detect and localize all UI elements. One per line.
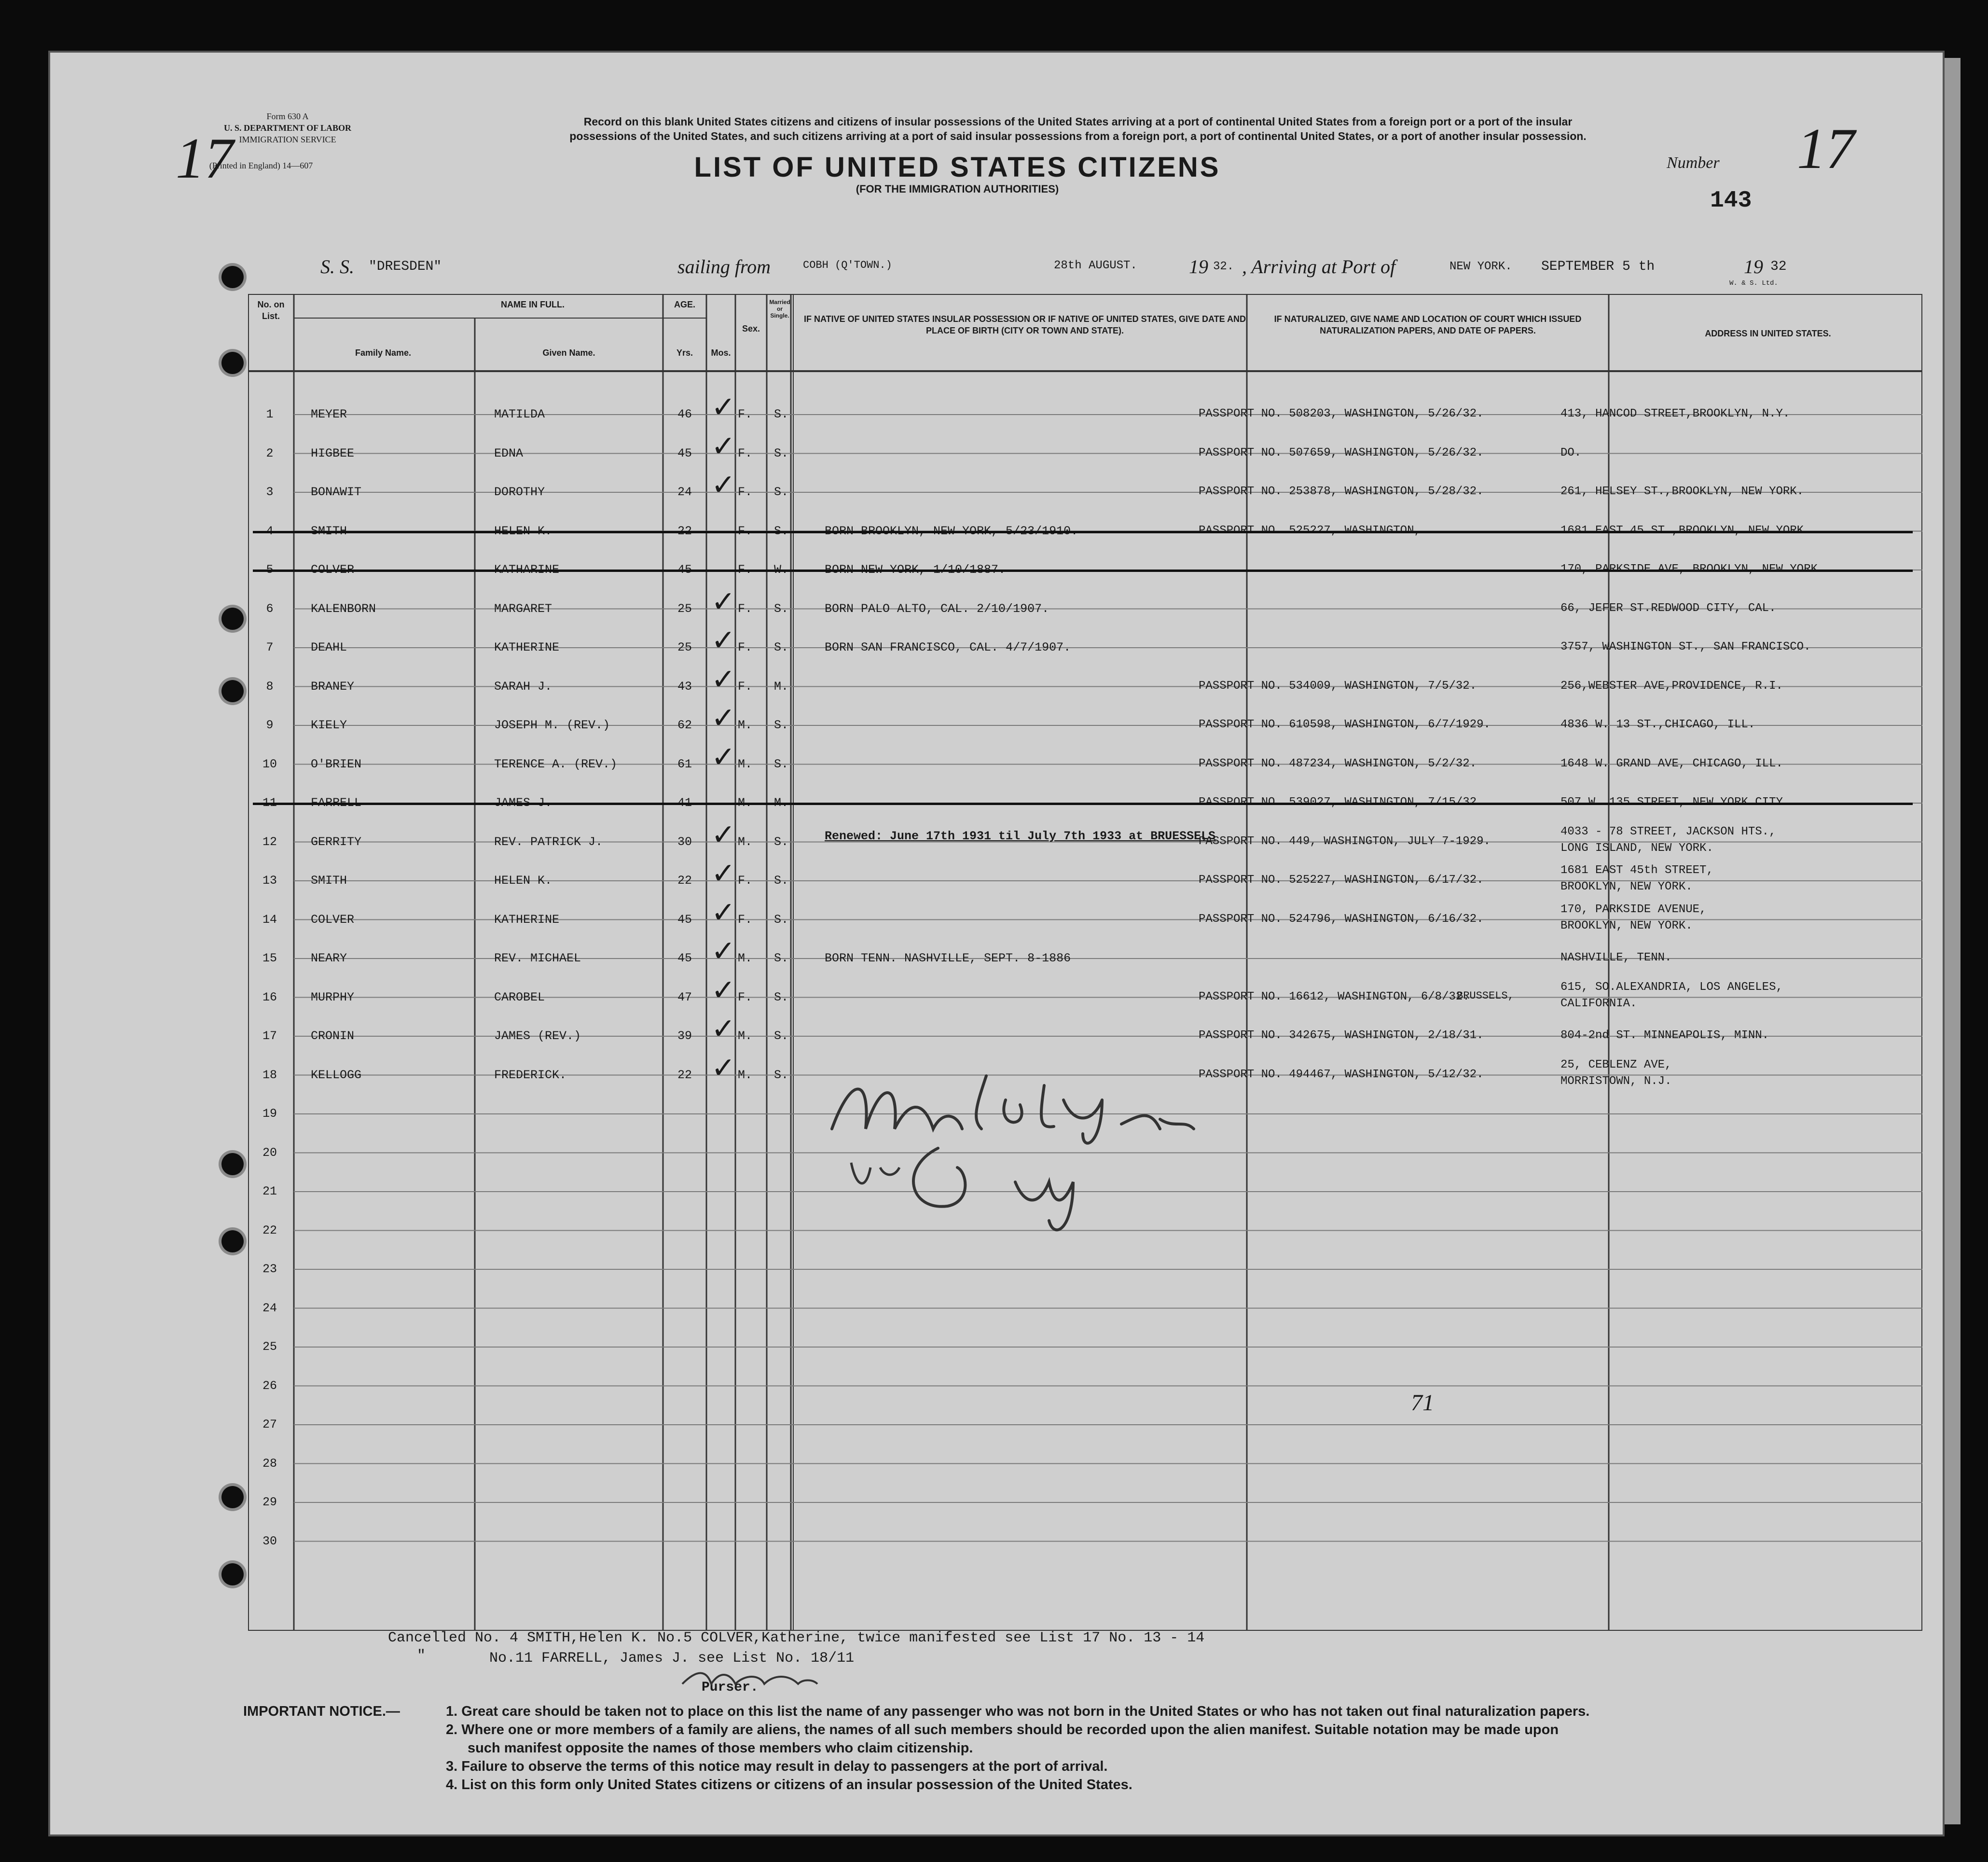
verified-checkmark: ✓	[711, 973, 736, 1007]
marital-status: S.	[774, 990, 789, 1004]
us-address: 170, PARKSIDE AVENUE,	[1560, 903, 1707, 916]
verified-checkmark: ✓	[711, 701, 736, 735]
row-number: 23	[262, 1262, 277, 1276]
row-number: 1	[266, 407, 274, 421]
family-name: KELLOGG	[311, 1068, 362, 1082]
age-years: 39	[677, 1029, 692, 1043]
binder-hole	[221, 1563, 244, 1585]
naturalization-papers: PASSPORT NO. 534009, WASHINGTON, 7/5/32.	[1199, 679, 1477, 693]
age-years: 45	[677, 912, 692, 927]
header-sex: Sex.	[742, 324, 760, 333]
row-number: 21	[262, 1184, 277, 1198]
naturalization-papers: PASSPORT NO. 507659, WASHINGTON, 5/26/32.	[1199, 446, 1484, 459]
row-number: 20	[262, 1145, 277, 1160]
us-address-line-2: MORRISTOWN, N.J.	[1560, 1074, 1672, 1088]
given-name: MARGARET	[494, 601, 552, 616]
family-name: KIELY	[311, 718, 347, 732]
document-subtitle: (FOR THE IMMIGRATION AUTHORITIES)	[856, 183, 1059, 195]
binder-hole	[221, 1486, 244, 1508]
cancelled-strike-line	[253, 803, 1913, 805]
header-naturalization: IF NATURALIZED, GIVE NAME AND LOCATION OF COURT WHICH ISSUED NATURALIZATION PAPERS, AND DATE OF PAPERS.	[1274, 314, 1582, 335]
binder-hole	[221, 352, 244, 374]
binder-hole	[221, 608, 244, 630]
marital-status: S.	[774, 640, 789, 654]
purser-label: Purser.	[702, 1680, 759, 1695]
given-name: CAROBEL	[494, 990, 545, 1004]
notice-item-2-cont: such manifest opposite the names of those members who claim citizenship.	[468, 1740, 973, 1756]
birth-info: BORN PALO ALTO, CAL. 2/10/1907.	[825, 601, 1049, 616]
us-address-line-2: CALIFORNIA.	[1560, 997, 1637, 1010]
notice-item-2: 2. Where one or more members of a family are aliens, the names of all such members should be recorded upon the alien manifest. Suitable notation may be made upon	[446, 1722, 1559, 1737]
given-name: MATILDA	[494, 407, 545, 421]
age-years: 25	[677, 640, 692, 654]
given-name: KATHERINE	[494, 912, 560, 927]
verified-checkmark: ✓	[711, 662, 736, 696]
row-number: 2	[266, 446, 274, 460]
notice-label: IMPORTANT NOTICE.—	[243, 1704, 400, 1719]
sex: F.	[738, 912, 753, 927]
age-years: 47	[677, 990, 692, 1004]
naturalization-papers: PASSPORT NO. 487234, WASHINGTON, 5/2/32.	[1199, 757, 1477, 770]
row-number: 29	[262, 1495, 277, 1509]
arrival-date: SEPTEMBER 5 th	[1541, 259, 1655, 274]
record-instructions: Record on this blank United States citizens and citizens of insular possessions of the United States arriving at a port of continental United States from a foreign port or a port of the insular possessions of the United States, and such citizens arriving at a port of said insular possessions from a foreign port, a port of continental United States, or a port of another insular possession.	[569, 115, 1587, 142]
row-number: 27	[262, 1417, 277, 1431]
ss-label: S. S.	[320, 256, 354, 278]
family-name: NEARY	[311, 951, 347, 965]
header-age: AGE.	[674, 300, 695, 309]
family-name: HIGBEE	[311, 446, 355, 460]
header-name: NAME IN FULL.	[501, 300, 565, 309]
naturalization-papers: PASSPORT NO. 494467, WASHINGTON, 5/12/32.	[1199, 1068, 1484, 1081]
row-number: 30	[262, 1534, 277, 1548]
binder-hole	[221, 1153, 244, 1175]
naturalization-papers: PASSPORT NO. 449, WASHINGTON, JULY 7-1929.	[1199, 834, 1491, 848]
header-married-single: Married or Single.	[769, 299, 790, 319]
family-name: O'BRIEN	[311, 757, 362, 771]
marital-status: S.	[774, 1029, 789, 1043]
sex: M.	[738, 834, 753, 849]
row-number: 6	[266, 601, 274, 616]
us-address-line-2: BROOKLYN, NEW YORK.	[1560, 919, 1693, 932]
sex: F.	[738, 679, 753, 694]
naturalization-papers: PASSPORT NO. 525227, WASHINGTON, 6/17/32.	[1199, 874, 1484, 887]
given-name: KATHERINE	[494, 640, 560, 654]
number-label: Number	[1667, 154, 1720, 172]
naturalization-papers: PASSPORT NO. 253878, WASHINGTON, 5/28/32.	[1199, 485, 1484, 498]
family-name: KALENBORN	[311, 601, 376, 616]
naturalization-papers: PASSPORT NO. 524796, WASHINGTON, 6/16/32.	[1199, 912, 1484, 926]
us-address: 4836 W. 13 ST.,CHICAGO, ILL.	[1560, 718, 1755, 731]
document-title: LIST OF UNITED STATES CITIZENS	[694, 152, 1221, 183]
sex: M.	[738, 1029, 753, 1043]
row-number: 24	[262, 1301, 277, 1315]
us-address: NASHVILLE, TENN.	[1560, 951, 1672, 964]
row-number: 10	[262, 757, 277, 771]
verified-checkmark: ✓	[711, 468, 736, 502]
row-number: 14	[262, 912, 277, 927]
row-number: 3	[266, 485, 274, 499]
age-years: 62	[677, 718, 692, 732]
arrival-year: 32	[1770, 259, 1787, 274]
header-native-birth: IF NATIVE OF UNITED STATES INSULAR POSSESSION OR IF NATIVE OF UNITED STATES, GIVE DATE AND PLACE OF BIRTH (CITY OR TOWN AND STATE).	[803, 314, 1246, 335]
departure-port: COBH (Q'TOWN.)	[803, 259, 892, 271]
row-number: 13	[262, 874, 277, 888]
verified-checkmark: ✓	[711, 429, 736, 463]
row-number: 18	[262, 1068, 277, 1082]
sex: F.	[738, 485, 753, 499]
marital-status: S.	[774, 446, 789, 460]
purser-signature	[677, 1665, 822, 1694]
row-number: 15	[262, 951, 277, 965]
marital-status: S.	[774, 757, 789, 771]
given-name: TERENCE A. (REV.)	[494, 757, 618, 771]
departure-date: 28th AUGUST.	[1054, 259, 1137, 272]
age-years: 25	[677, 601, 692, 616]
marital-status: S.	[774, 951, 789, 965]
age-years: 45	[677, 446, 692, 460]
row-number: 26	[262, 1378, 277, 1393]
sex: F.	[738, 874, 753, 888]
header-mos: Mos.	[711, 348, 731, 358]
us-address: 1648 W. GRAND AVE, CHICAGO, ILL.	[1560, 757, 1783, 770]
family-name: COLVER	[311, 912, 355, 927]
year-label: 19	[1189, 256, 1208, 278]
manifest-page	[48, 51, 1945, 1836]
verified-checkmark: ✓	[711, 818, 736, 852]
row-number: 28	[262, 1456, 277, 1471]
us-address: 261, HELSEY ST.,BROOKLYN, NEW YORK.	[1560, 485, 1804, 498]
marital-status: S.	[774, 874, 789, 888]
given-name: REV. PATRICK J.	[494, 834, 603, 849]
row-number: 19	[262, 1107, 277, 1121]
sheet-number: 143	[1710, 188, 1752, 214]
given-name: EDNA	[494, 446, 524, 460]
page-mark: 71	[1411, 1390, 1434, 1416]
sex: F.	[738, 990, 753, 1004]
row-number: 16	[262, 990, 277, 1004]
cancelled-strike-line	[253, 531, 1913, 533]
birth-info: BORN SAN FRANCISCO, CAL. 4/7/1907.	[825, 640, 1071, 654]
sex: M.	[738, 757, 753, 771]
marital-status: M.	[774, 679, 789, 694]
row-number: 8	[266, 679, 274, 694]
notice-item-3: 3. Failure to observe the terms of this notice may result in delay to passengers at the port of arrival.	[446, 1759, 1108, 1774]
header-address: ADDRESS IN UNITED STATES.	[1705, 329, 1831, 338]
cancelled-note-2: No.11 FARRELL, James J. see List No. 18/11	[489, 1650, 855, 1667]
us-address: 804-2nd ST. MINNEAPOLIS, MINN.	[1560, 1029, 1769, 1042]
header-given-name: Given Name.	[542, 348, 595, 358]
given-name: FREDERICK.	[494, 1068, 567, 1082]
given-name: JOSEPH M. (REV.)	[494, 718, 610, 732]
age-years: 22	[677, 874, 692, 888]
family-name: CRONIN	[311, 1029, 355, 1043]
header-family-name: Family Name.	[355, 348, 412, 358]
sex: M.	[738, 1068, 753, 1082]
us-address-line-2: LONG ISLAND, NEW YORK.	[1560, 841, 1713, 855]
us-address: DO.	[1560, 446, 1582, 459]
departure-year: 32.	[1213, 260, 1234, 273]
naturalization-papers: PASSPORT NO. 508203, WASHINGTON, 5/26/32.	[1199, 407, 1484, 420]
family-name: GERRITY	[311, 834, 362, 849]
verified-checkmark: ✓	[711, 740, 736, 774]
marital-status: S.	[774, 407, 789, 421]
us-address: 4033 - 78 STREET, JACKSON HTS.,	[1560, 825, 1776, 838]
sex: F.	[738, 601, 753, 616]
arrival-port: NEW YORK.	[1450, 260, 1512, 273]
inspector-signature	[813, 1047, 1392, 1250]
marital-status: S.	[774, 1068, 789, 1082]
naturalization-papers: PASSPORT NO. 16612, WASHINGTON, 6/8/32.	[1199, 990, 1470, 1003]
cancelled-strike-line	[253, 570, 1913, 572]
given-name: SARAH J.	[494, 679, 552, 694]
row-number: 12	[262, 834, 277, 849]
age-years: 30	[677, 834, 692, 849]
us-address: 1681 EAST 45th STREET,	[1560, 864, 1713, 877]
sex: F.	[738, 407, 753, 421]
family-name: MURPHY	[311, 990, 355, 1004]
notice-item-4: 4. List on this form only United States citizens or citizens of an insular possession of the United States.	[446, 1777, 1132, 1793]
row-number: 22	[262, 1223, 277, 1237]
us-address-line-2: BROOKLYN, NEW YORK.	[1560, 880, 1693, 893]
age-years: 61	[677, 757, 692, 771]
row-number: 9	[266, 718, 274, 732]
given-name: HELEN K.	[494, 874, 552, 888]
family-name: BONAWIT	[311, 485, 362, 499]
handwritten-page-number: 17	[176, 126, 234, 190]
age-years: 24	[677, 485, 692, 499]
family-name: DEAHL	[311, 640, 347, 654]
verified-checkmark: ✓	[711, 1012, 736, 1046]
sex: M.	[738, 951, 753, 965]
arriving-label: , Arriving at Port of	[1242, 256, 1396, 278]
age-years: 45	[677, 951, 692, 965]
sex: M.	[738, 718, 753, 732]
row-number: 17	[262, 1029, 277, 1043]
header-no: No. on List.	[257, 300, 285, 321]
binder-hole	[221, 1230, 244, 1252]
row-number: 7	[266, 640, 274, 654]
marital-status: S.	[774, 834, 789, 849]
binder-hole	[221, 680, 244, 702]
given-name: REV. MICHAEL	[494, 951, 581, 965]
verified-checkmark: ✓	[711, 390, 736, 424]
arrival-year-label: 19	[1744, 256, 1763, 278]
notice-item-1: 1. Great care should be taken not to place on this list the name of any passenger who was not born in the United States or who has not taken out final naturalization papers.	[446, 1704, 1590, 1719]
sailing-label: sailing from	[677, 256, 771, 278]
papers-brussels-note: BRUSSELS,	[1457, 990, 1514, 1002]
us-address: 66, JEFER ST.REDWOOD CITY, CAL.	[1560, 601, 1776, 615]
verified-checkmark: ✓	[711, 934, 736, 968]
binder-hole	[221, 266, 244, 288]
sex: F.	[738, 446, 753, 460]
verified-checkmark: ✓	[711, 895, 736, 930]
marital-status: S.	[774, 601, 789, 616]
age-years: 22	[677, 1068, 692, 1082]
verified-checkmark: ✓	[711, 857, 736, 890]
given-name: DOROTHY	[494, 485, 545, 499]
family-name: SMITH	[311, 874, 347, 888]
given-name: JAMES (REV.)	[494, 1029, 581, 1043]
age-years: 46	[677, 407, 692, 421]
verified-checkmark: ✓	[711, 624, 736, 657]
form-identifier: Form 630 A U. S. DEPARTMENT OF LABOR IMMIGRATION SERVICE (Printed in England) 14—607	[209, 111, 352, 170]
verified-checkmark: ✓	[711, 1051, 736, 1085]
us-address: 3757, WASHINGTON ST., SAN FRANCISCO.	[1560, 640, 1811, 653]
family-name: MEYER	[311, 407, 347, 421]
family-name: BRANEY	[311, 679, 355, 694]
cancelled-note: Cancelled No. 4 SMITH,Helen K. No.5 COLVER,Katherine, twice manifested see List 17 No. 13 - 14	[388, 1630, 1205, 1646]
us-address: 256,WEBSTER AVE,PROVIDENCE, R.I.	[1560, 679, 1783, 693]
header-yrs: Yrs.	[676, 348, 693, 358]
marital-status: S.	[774, 912, 789, 927]
us-address: 413, HANCOD STREET,BROOKLYN, N.Y.	[1560, 407, 1790, 420]
birth-info: Renewed: June 17th 1931 til July 7th 1933 at BRUESSELS	[825, 829, 1216, 843]
marital-status: S.	[774, 718, 789, 732]
age-years: 43	[677, 679, 692, 694]
row-number: 25	[262, 1340, 277, 1354]
cancelled-ditto: "	[417, 1648, 426, 1664]
verified-checkmark: ✓	[711, 584, 736, 619]
naturalization-papers: PASSPORT NO. 610598, WASHINGTON, 6/7/1929.	[1199, 718, 1491, 731]
us-address: 25, CEBLENZ AVE,	[1560, 1058, 1672, 1071]
ship-name: "DRESDEN"	[369, 259, 442, 274]
marital-status: S.	[774, 485, 789, 499]
birth-info: BORN TENN. NASHVILLE, SEPT. 8-1886	[825, 951, 1071, 965]
sex: F.	[738, 640, 753, 654]
naturalization-papers: PASSPORT NO. 342675, WASHINGTON, 2/18/31.	[1199, 1029, 1484, 1042]
printer-mark: W. & S. Ltd.	[1729, 279, 1778, 287]
list-number: 17	[1797, 116, 1855, 181]
us-address: 615, SO.ALEXANDRIA, LOS ANGELES,	[1560, 980, 1783, 994]
